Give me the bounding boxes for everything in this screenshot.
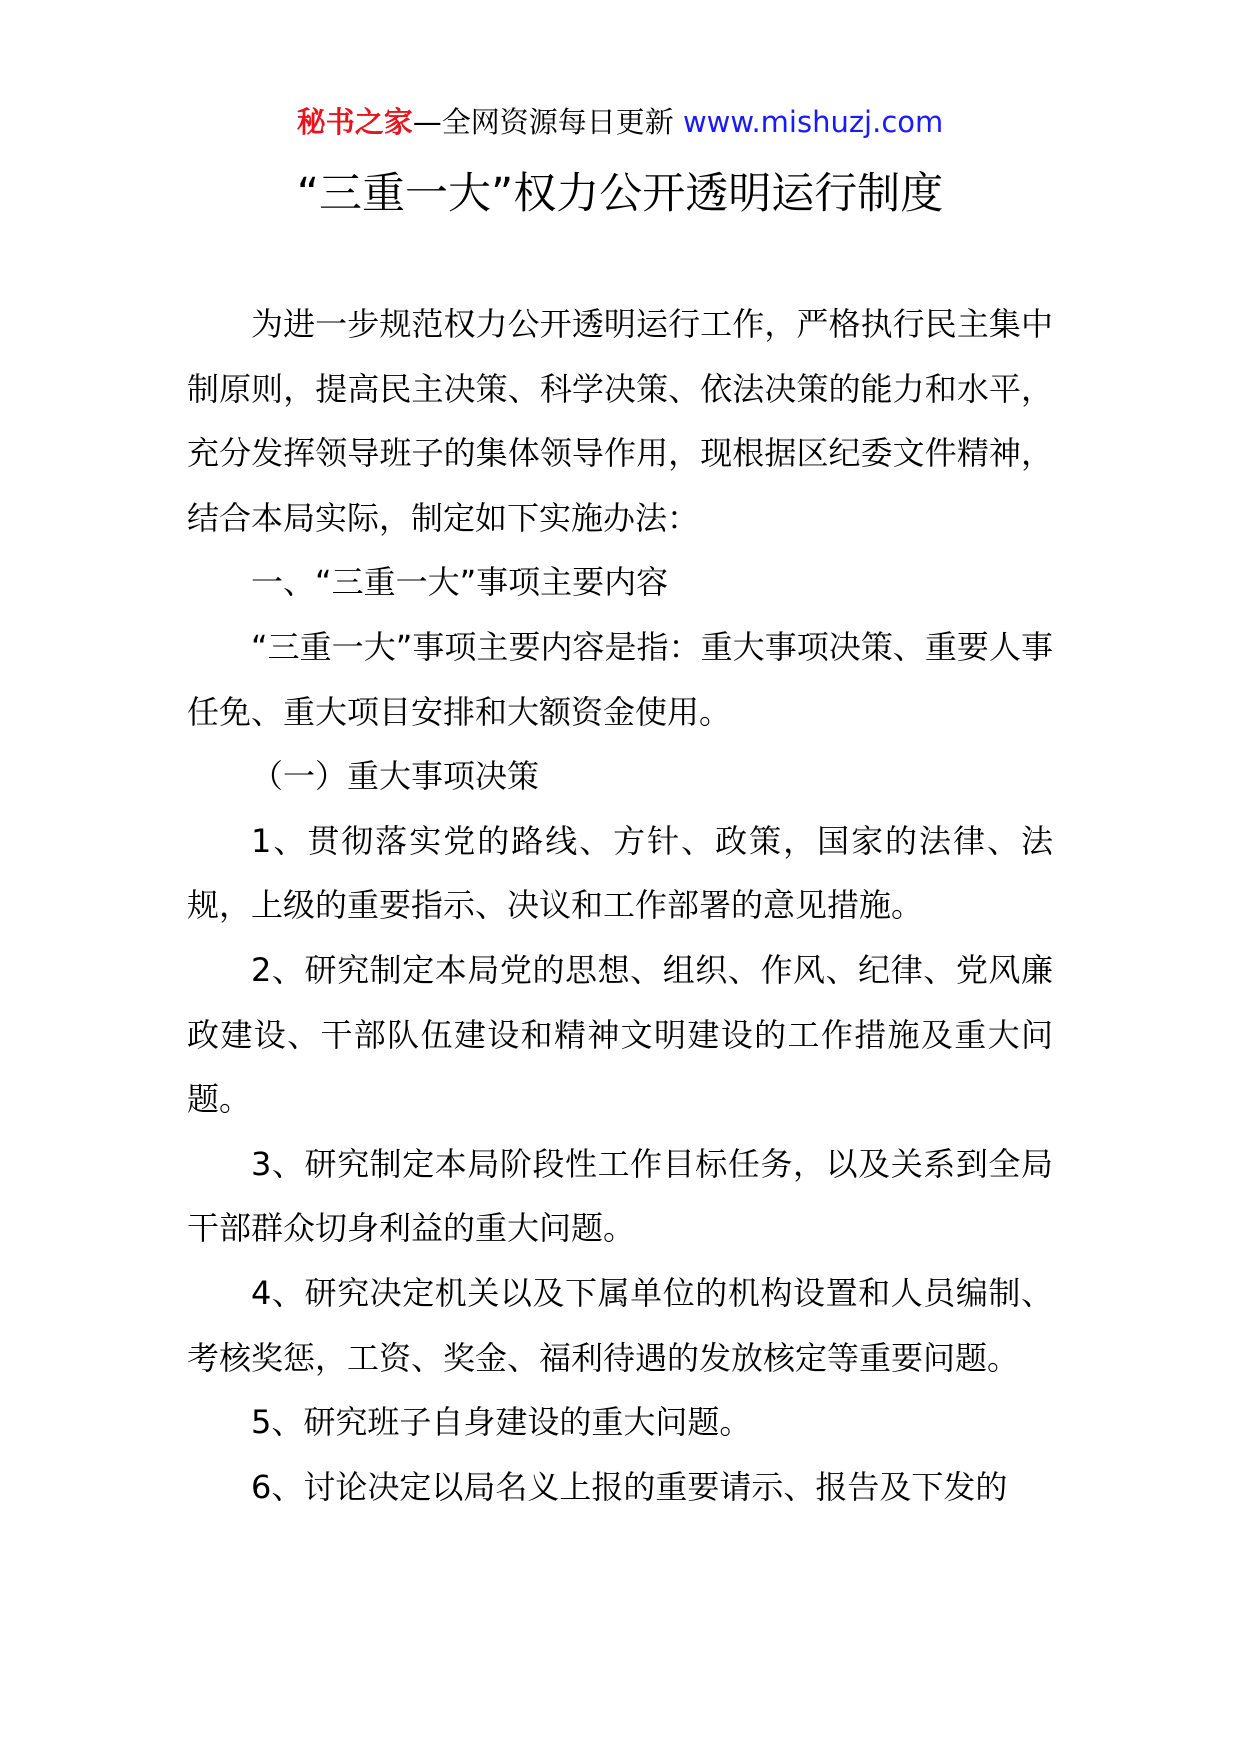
list-item-5: 5、研究班子自身建设的重大问题。 [251,1403,752,1442]
subsection-heading-1: （一）重大事项决策 [251,757,540,796]
list-item-4: 4、研究决定机关以及下属单位的机构设置和人员编制、考核奖惩，工资、奖金、福利待遇的发放核定等重要问题。 [187,1273,1053,1377]
document-title: “三重一大”权力公开透明运行制度 [296,169,944,219]
list-item-3: 3、研究制定本局阶段性工作目标任务，以及关系到全局干部群众切身利益的重大问题。 [187,1144,1053,1248]
brand-name: 秘书之家 [296,105,413,139]
document-body [187,292,1053,1519]
paragraph-definition: “三重一大”事项主要内容是指：重大事项决策、重要人事任免、重大项目安排和大额资金使用。 [187,627,1053,731]
paragraph-intro: 为进一步规范权力公开透明运行工作，严格执行民主集中制原则，提高民主决策、科学决策、依法决策的能力和水平，充分发挥领导班子的集体领导作用，现根据区纪委文件精神，结合本局实际，制定如下实施办法： [187,305,1053,537]
banner-url[interactable]: www.mishuzj.com [682,105,944,139]
banner-tagline: —全网资源每日更新 [412,105,683,139]
list-item-6: 6、讨论决定以局名义上报的重要请示、报告及下发的 [251,1467,1008,1506]
list-item-2: 2、研究制定本局党的思想、组织、作风、纪律、党风廉政建设、干部队伍建设和精神文明建设的工作措施及重大问题。 [187,950,1053,1119]
list-item-1: 1、贯彻落实党的路线、方针、政策，国家的法律、法规，上级的重要指示、决议和工作部署的意见措施。 [187,821,1053,925]
section-heading-1: 一、“三重一大”事项主要内容 [251,563,669,602]
site-banner [0,100,1240,144]
